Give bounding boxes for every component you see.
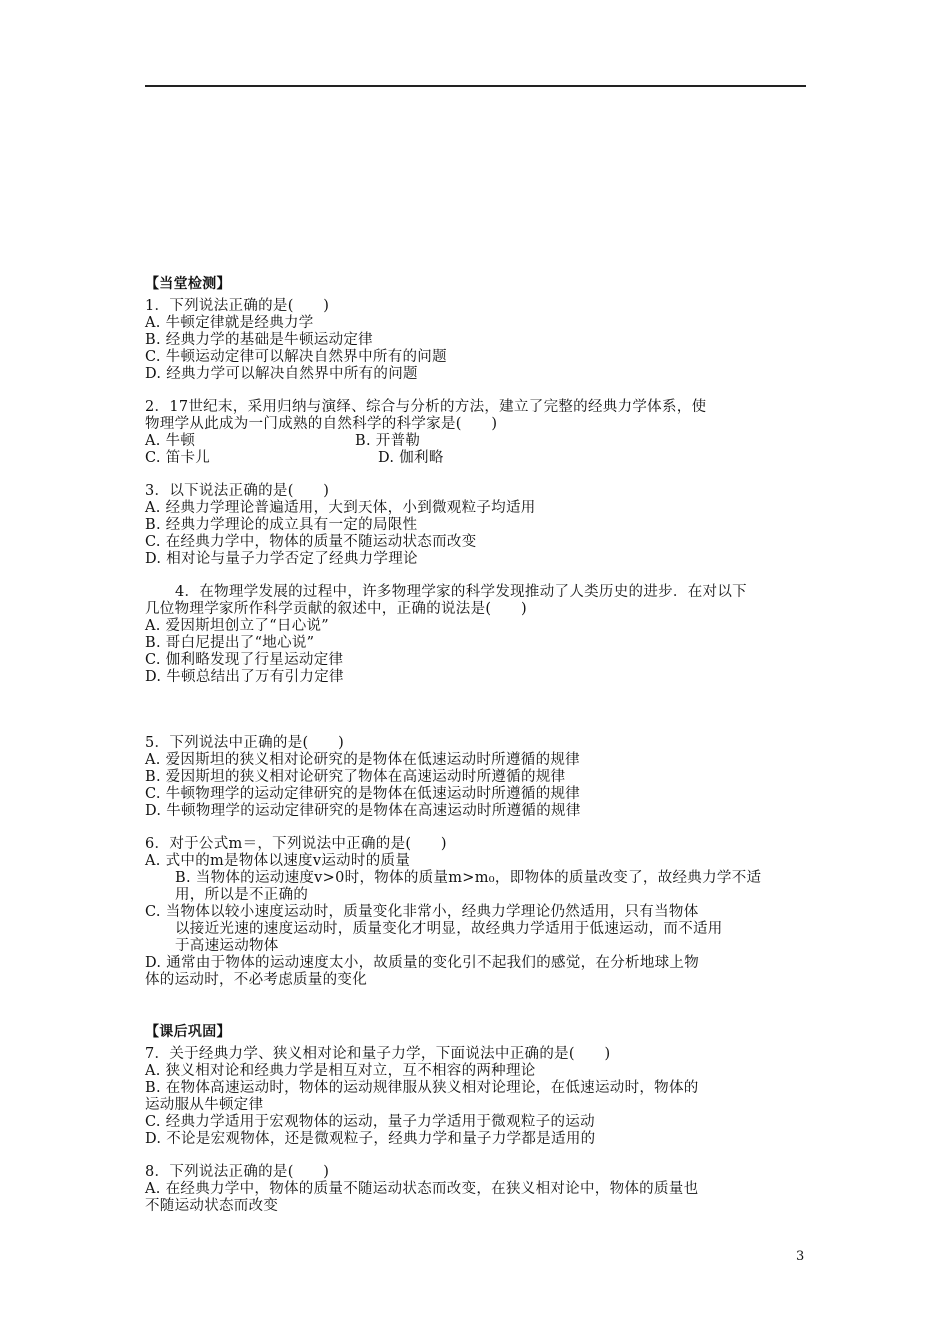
q7-stem: 7．关于经典力学、狭义相对论和量子力学，下面说法中正确的是( ) [145,1046,611,1062]
q8-option-a-line2: 不随运动状态而改变 [145,1198,279,1214]
q8-stem: 8．下列说法正确的是( ) [145,1164,330,1180]
q5-stem: 5．下列说法中正确的是( ) [145,735,345,751]
q6-option-c-line3: 于高速运动物体 [175,938,279,954]
q2-stem-line1: 2．17世纪末，采用归纳与演绎、综合与分析的方法，建立了完整的经典力学体系，使 [145,399,707,415]
q1-option-c: C. 牛顿运动定律可以解决自然界中所有的问题 [145,349,447,365]
q5-option-b: B. 爱因斯坦的狭义相对论研究了物体在高速运动时所遵循的规律 [145,769,566,785]
header-rule [145,85,806,87]
q3-option-a: A. 经典力学理论普遍适用，大到天体，小到微观粒子均适用 [145,500,536,516]
q8-option-a-line1: A. 在经典力学中，物体的质量不随运动状态而改变，在狭义相对论中，物体的质量也 [145,1181,699,1197]
section-heading-in-class-test: 【当堂检测】 [145,276,231,292]
q2-option-a: A. 牛顿 [145,433,196,449]
q6-option-b-line2: 用，所以是不正确的 [175,887,309,903]
q4-option-c: C. 伽利略发现了行星运动定律 [145,652,344,668]
q6-option-d-line2: 体的运动时，不必考虑质量的变化 [145,972,367,988]
page-number: 3 [796,1249,805,1264]
section-heading-after-class: 【课后巩固】 [145,1024,231,1040]
q1-option-b: B. 经典力学的基础是牛顿运动定律 [145,332,373,348]
q4-option-a: A. 爱因斯坦创立了“日心说” [145,618,330,634]
q6-option-a: A. 式中的m是物体以速度v运动时的质量 [145,853,411,869]
q2-option-c: C. 笛卡儿 [145,450,211,466]
q7-option-d: D. 不论是宏观物体，还是微观粒子，经典力学和量子力学都是适用的 [145,1131,596,1147]
q4-stem-line2: 几位物理学家所作科学贡献的叙述中，正确的说法是( ) [145,601,527,617]
q5-option-d: D. 牛顿物理学的运动定律研究的是物体在高速运动时所遵循的规律 [145,803,581,819]
q3-stem: 3．以下说法正确的是( ) [145,483,330,499]
q6-option-b-line1: B. 当物体的运动速度v>0时，物体的质量m>m₀，即物体的质量改变了，故经典力学不适 [175,870,762,886]
q5-option-a: A. 爱因斯坦的狭义相对论研究的是物体在低速运动时所遵循的规律 [145,752,580,768]
q7-option-b-line2: 运动服从牛顿定律 [145,1097,264,1113]
q4-stem-line1: 4．在物理学发展的过程中，许多物理学家的科学发现推动了人类历史的进步．在对以下 [175,584,747,600]
q4-option-b: B. 哥白尼提出了“地心说” [145,635,315,651]
q3-option-d: D. 相对论与量子力学否定了经典力学理论 [145,551,418,567]
q6-stem: 6．对于公式m＝，下列说法中正确的是( ) [145,836,447,852]
q6-option-c-line1: C. 当物体以较小速度运动时，质量变化非常小，经典力学理论仍然适用，只有当物体 [145,904,699,920]
q1-option-a: A. 牛顿定律就是经典力学 [145,315,314,331]
q6-option-c-line2: 以接近光速的速度运动时，质量变化才明显，故经典力学适用于低速运动，而不适用 [175,921,723,937]
q7-option-a: A. 狭义相对论和经典力学是相互对立，互不相容的两种理论 [145,1063,536,1079]
q2-stem-line2: 物理学从此成为一门成熟的自然科学的科学家是( ) [145,416,498,432]
q4-option-d: D. 牛顿总结出了万有引力定律 [145,669,344,685]
q7-option-b-line1: B. 在物体高速运动时，物体的运动规律服从狭义相对论理论，在低速运动时，物体的 [145,1080,699,1096]
q3-option-b: B. 经典力学理论的成立具有一定的局限性 [145,517,418,533]
q3-option-c: C. 在经典力学中，物体的质量不随运动状态而改变 [145,534,477,550]
q2-option-b: B. 开普勒 [355,433,421,449]
q2-option-d: D. 伽利略 [378,450,444,466]
q1-option-d: D. 经典力学可以解决自然界中所有的问题 [145,366,418,382]
q7-option-c: C. 经典力学适用于宏观物体的运动，量子力学适用于微观粒子的运动 [145,1114,595,1130]
q6-option-d-line1: D. 通常由于物体的运动速度太小，故质量的变化引不起我们的感觉，在分析地球上物 [145,955,700,971]
q5-option-c: C. 牛顿物理学的运动定律研究的是物体在低速运动时所遵循的规律 [145,786,581,802]
q1-stem: 1．下列说法正确的是( ) [145,298,330,314]
